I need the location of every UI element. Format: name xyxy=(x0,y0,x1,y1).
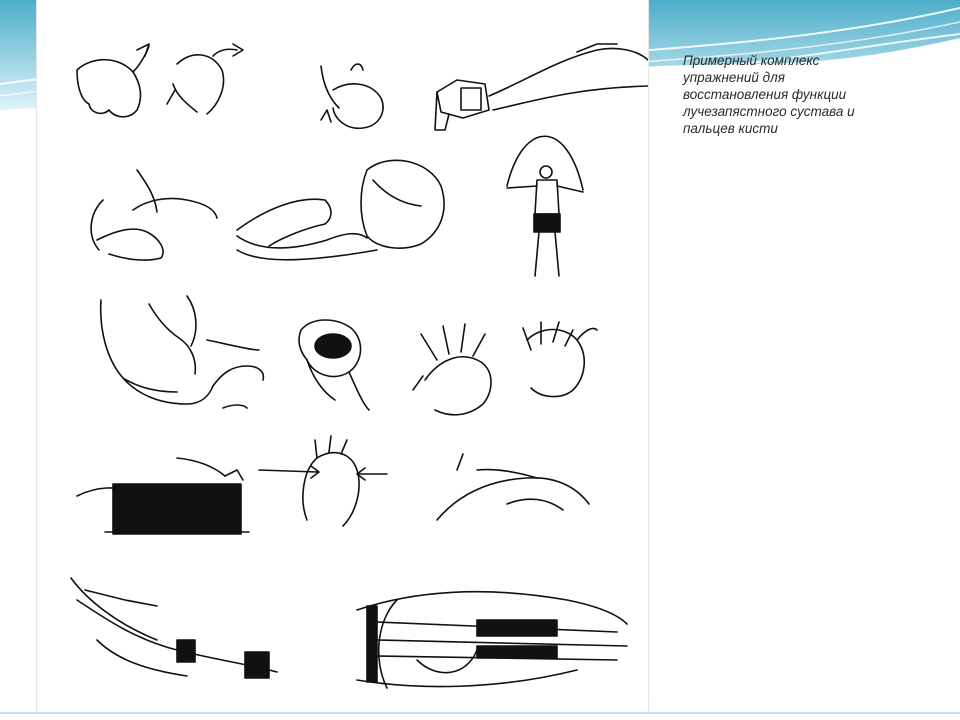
hand-squeeze-ball-icon xyxy=(299,320,369,410)
finger-strap-icon xyxy=(357,592,627,688)
hand-grip-table-icon xyxy=(91,170,217,260)
wrist-device-icon xyxy=(435,44,648,130)
hand-ball-icon xyxy=(237,160,444,259)
open-palm-icon xyxy=(413,324,491,415)
exercise-illustrations-panel xyxy=(36,0,649,712)
forearm-splint-icon xyxy=(71,578,277,678)
hand-massage-icon xyxy=(437,454,589,520)
palm-up-hand-icon xyxy=(523,322,597,397)
hand-rotation-icon xyxy=(321,64,383,128)
seated-stretch-icon xyxy=(101,296,264,408)
exercise-illustrations xyxy=(37,0,648,712)
hand-press-block-icon xyxy=(77,458,249,534)
slide-caption: Примерный комплекс упражнений для восстановления функции лучезапястного сустава и пальцев кисти xyxy=(683,53,855,136)
footer-divider xyxy=(0,712,960,714)
hand-palm-arrows-icon xyxy=(259,436,387,526)
jump-rope-figure-icon xyxy=(507,136,583,276)
hand-fist-icon xyxy=(77,44,243,117)
